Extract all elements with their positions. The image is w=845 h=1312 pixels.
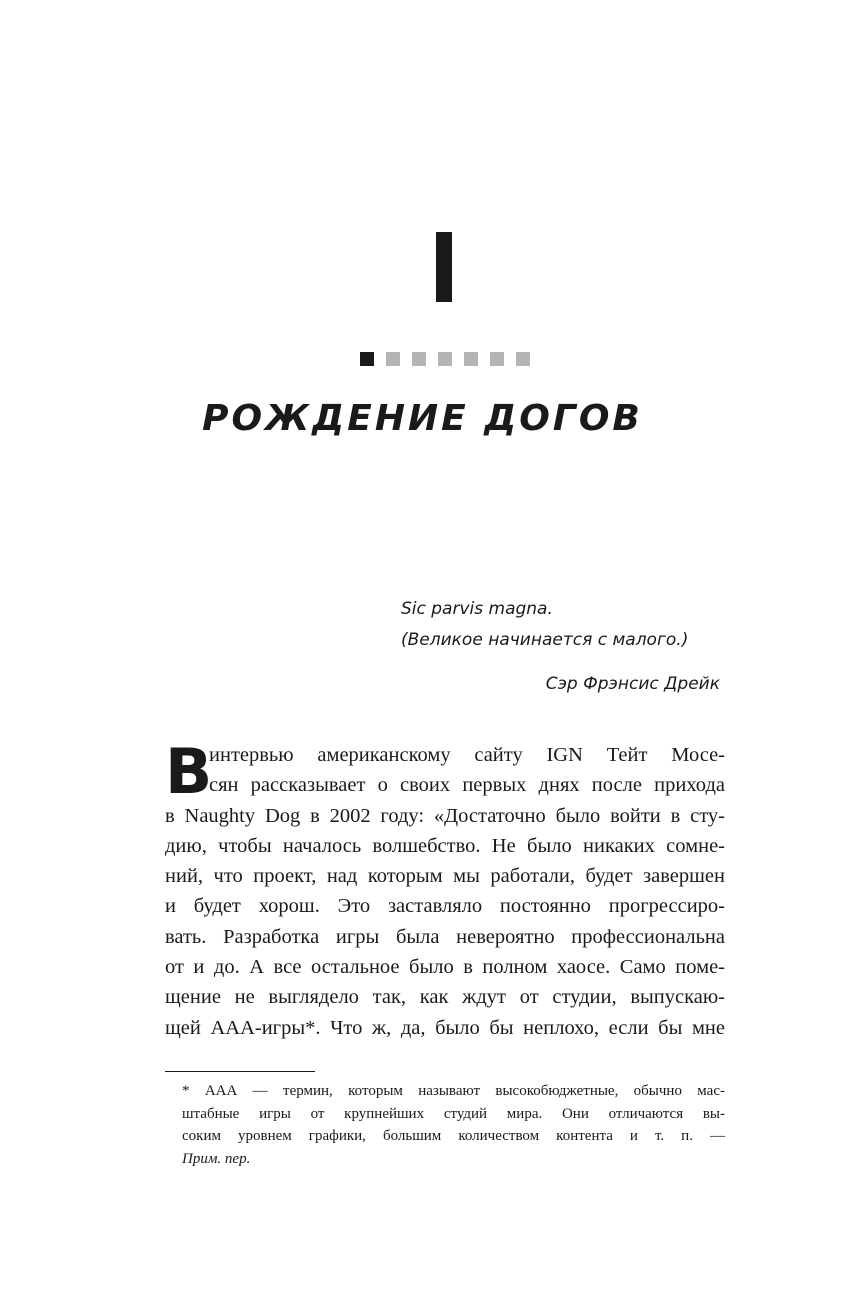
body-line: в Naughty Dog в 2002 году: «Достаточно было войти в сту- — [165, 804, 725, 827]
epigraph — [401, 594, 721, 656]
body-line: щение не выглядело так, как ждут от студии, выпускаю- — [165, 986, 725, 1009]
body-line: вать. Разработка игры была невероятно профессиональна — [165, 925, 725, 948]
body-line: от и до. А все остальное было в полном хаосе. Само поме- — [165, 956, 725, 979]
ornament-square — [438, 352, 452, 366]
body-line: щей ААА-игры*. Что ж, да, было бы неплохо, если бы мне — [165, 1016, 725, 1039]
epigraph-translation: (Великое начинается с малого.) — [401, 630, 689, 650]
epigraph-latin: Sic parvis magna. — [401, 599, 553, 619]
body-line: и будет хорош. Это заставляло постоянно прогрессиро- — [165, 895, 725, 918]
ornament-squares — [360, 352, 530, 366]
part-numeral-one — [436, 232, 452, 302]
body-line: интервью американскому сайту IGN Тейт Мосе- — [209, 744, 725, 766]
epigraph-author: Сэр Фрэнсис Дрейк — [545, 674, 720, 694]
ornament-square — [490, 352, 504, 366]
body-line: дию, чтобы началось волшебство. Не было никаких сомне- — [165, 834, 725, 857]
ornament-square — [464, 352, 478, 366]
ornament-square — [386, 352, 400, 366]
footnote-line: штабные игры от крупнейших студий мира. Они отличаются вы- — [182, 1105, 725, 1122]
footnote-line: * ААА — термин, которым называют высокобюджетные, обычно мас- — [182, 1083, 725, 1099]
ornament-square-active — [360, 352, 374, 366]
footnote-rule — [165, 1071, 315, 1072]
ornament-square — [516, 352, 530, 366]
footnote — [182, 1080, 725, 1170]
chapter-title: РОЖДЕНИЕ ДОГОВ — [202, 398, 643, 439]
footnote-translator-note: Прим. пер. — [182, 1150, 251, 1167]
body-paragraph — [165, 735, 725, 1043]
ornament-square — [412, 352, 426, 366]
drop-cap: В — [165, 735, 213, 808]
footnote-line: соким уровнем графики, большим количеством контента и т. п. — — [182, 1128, 725, 1144]
body-line: сян рассказывает о своих первых днях после прихода — [209, 774, 725, 797]
body-line: ний, что проект, над которым мы работали, будет завершен — [165, 865, 725, 888]
